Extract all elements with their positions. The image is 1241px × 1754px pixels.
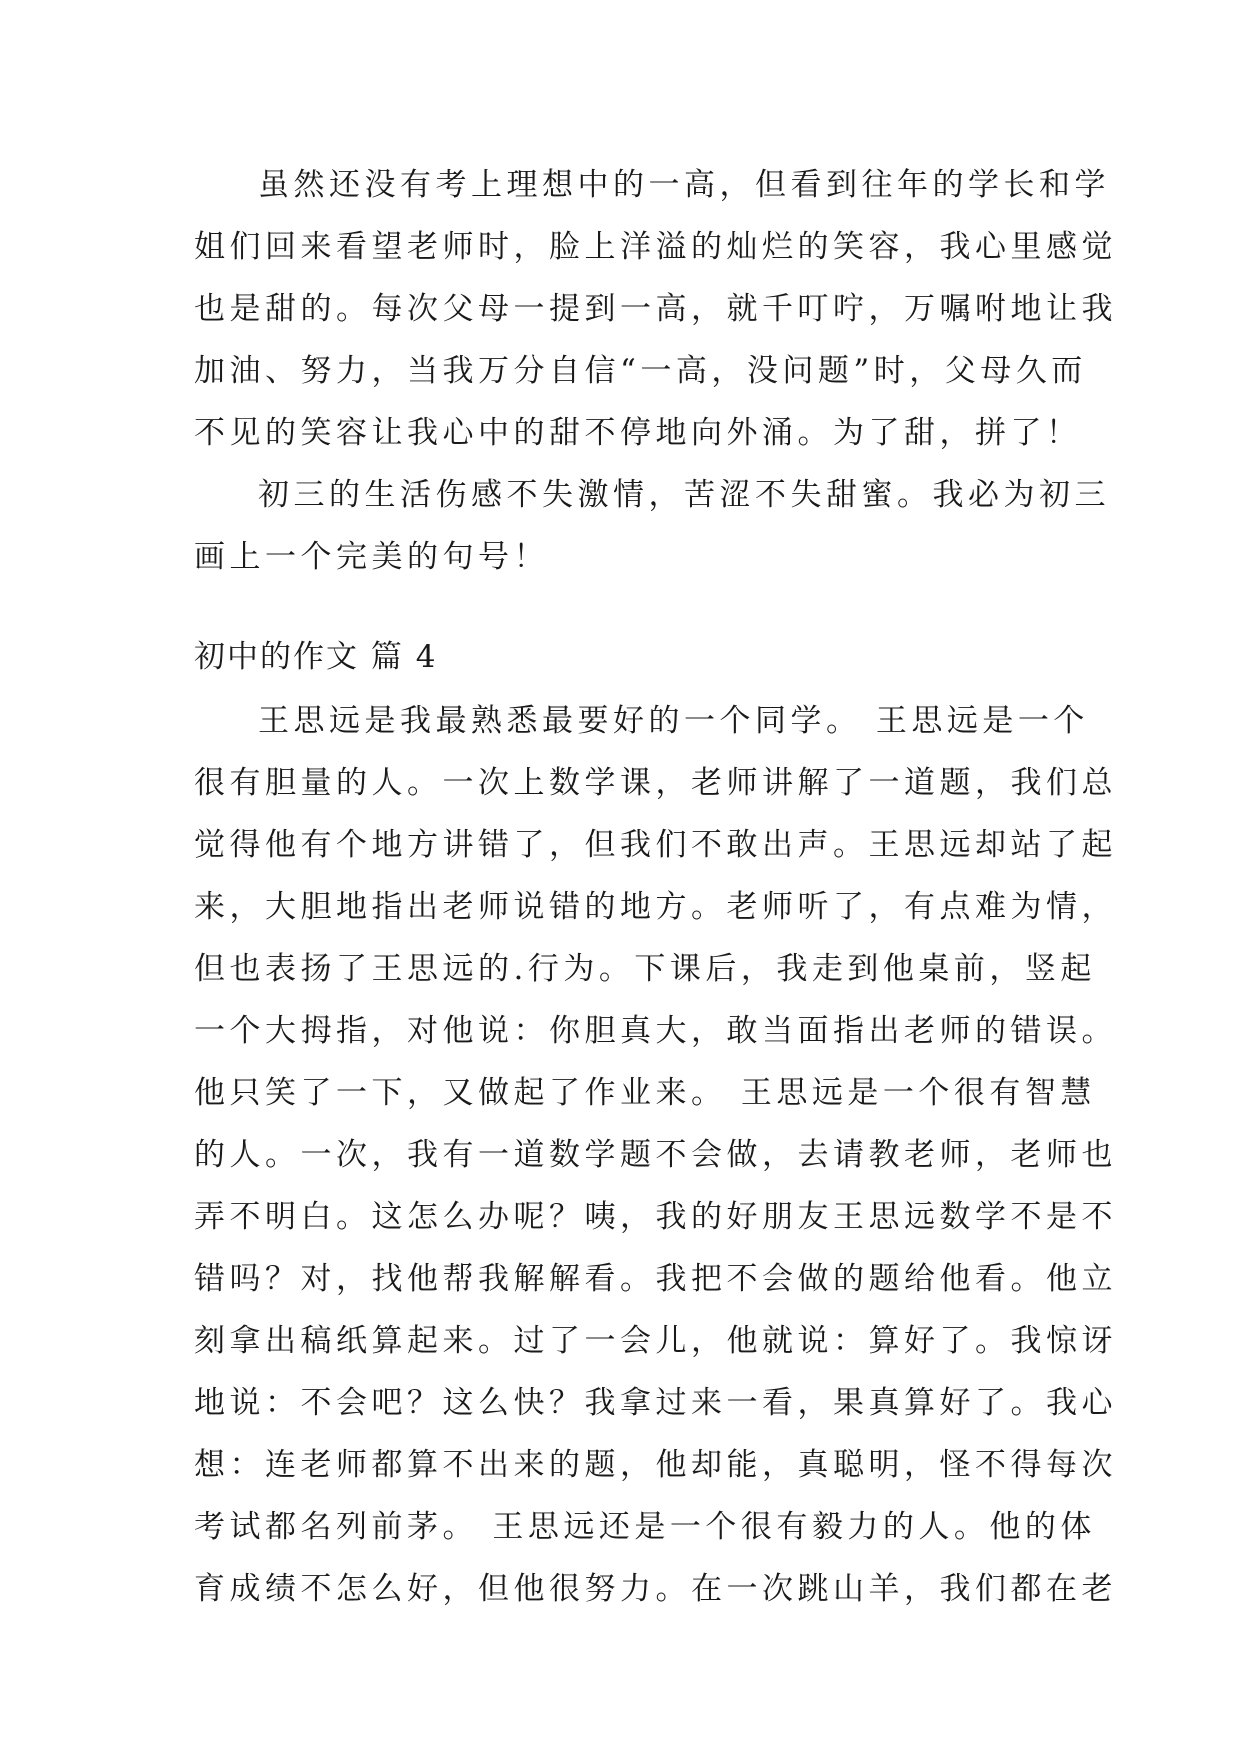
- text-line: 很有胆量的人。一次上数学课，老师讲解了一道题，我们总: [194, 765, 1117, 801]
- text-line: 地说：不会吧？这么快？我拿过来一看，果真算好了。我心: [194, 1385, 1117, 1421]
- text-line: 弄不明白。这怎么办呢？咦，我的好朋友王思远数学不是不: [194, 1199, 1117, 1235]
- text-line: 一个大拇指，对他说：你胆真大，敢当面指出老师的错误。: [194, 1013, 1117, 1049]
- text-line: 来，大胆地指出老师说错的地方。老师听了，有点难为情，: [194, 889, 1117, 925]
- text-line: 但也表扬了王思远的.行为。下课后，我走到他桌前，竖起: [194, 951, 1096, 987]
- text-line: 加油、努力，当我万分自信“一高，没问题”时，父母久而: [194, 353, 1087, 389]
- text-line: 的人。一次，我有一道数学题不会做，去请教老师，老师也: [194, 1137, 1117, 1173]
- text-line: 考试都名列前茅。 王思远还是一个很有毅力的人。他的体: [194, 1509, 1096, 1545]
- text-line: 育成绩不怎么好，但他很努力。在一次跳山羊，我们都在老: [194, 1571, 1117, 1607]
- text-line: 觉得他有个地方讲错了，但我们不敢出声。王思远却站了起: [194, 827, 1117, 863]
- text-line: 他只笑了一下，又做起了作业来。 王思远是一个很有智慧: [194, 1075, 1096, 1111]
- section-heading: 初中的作文 篇 4: [194, 639, 438, 675]
- text-line: 虽然还没有考上理想中的一高，但看到往年的学长和学: [258, 167, 1110, 203]
- text-line: 不见的笑容让我心中的甜不停地向外涌。为了甜，拼了！: [194, 415, 1082, 451]
- text-line: 画上一个完美的句号！: [194, 539, 549, 575]
- text-line: 姐们回来看望老师时，脸上洋溢的灿烂的笑容，我心里感觉: [194, 229, 1117, 265]
- text-line: 也是甜的。每次父母一提到一高，就千叮咛，万嘱咐地让我: [194, 291, 1117, 327]
- text-line: 王思远是我最熟悉最要好的一个同学。 王思远是一个: [258, 703, 1089, 739]
- text-line: 初三的生活伤感不失激情，苦涩不失甜蜜。我必为初三: [258, 477, 1110, 513]
- text-line: 刻拿出稿纸算起来。过了一会儿，他就说：算好了。我惊讶: [194, 1323, 1117, 1359]
- text-line: 想：连老师都算不出来的题，他却能，真聪明，怪不得每次: [194, 1447, 1117, 1483]
- text-line: 错吗？对，找他帮我解解看。我把不会做的题给他看。他立: [194, 1261, 1117, 1297]
